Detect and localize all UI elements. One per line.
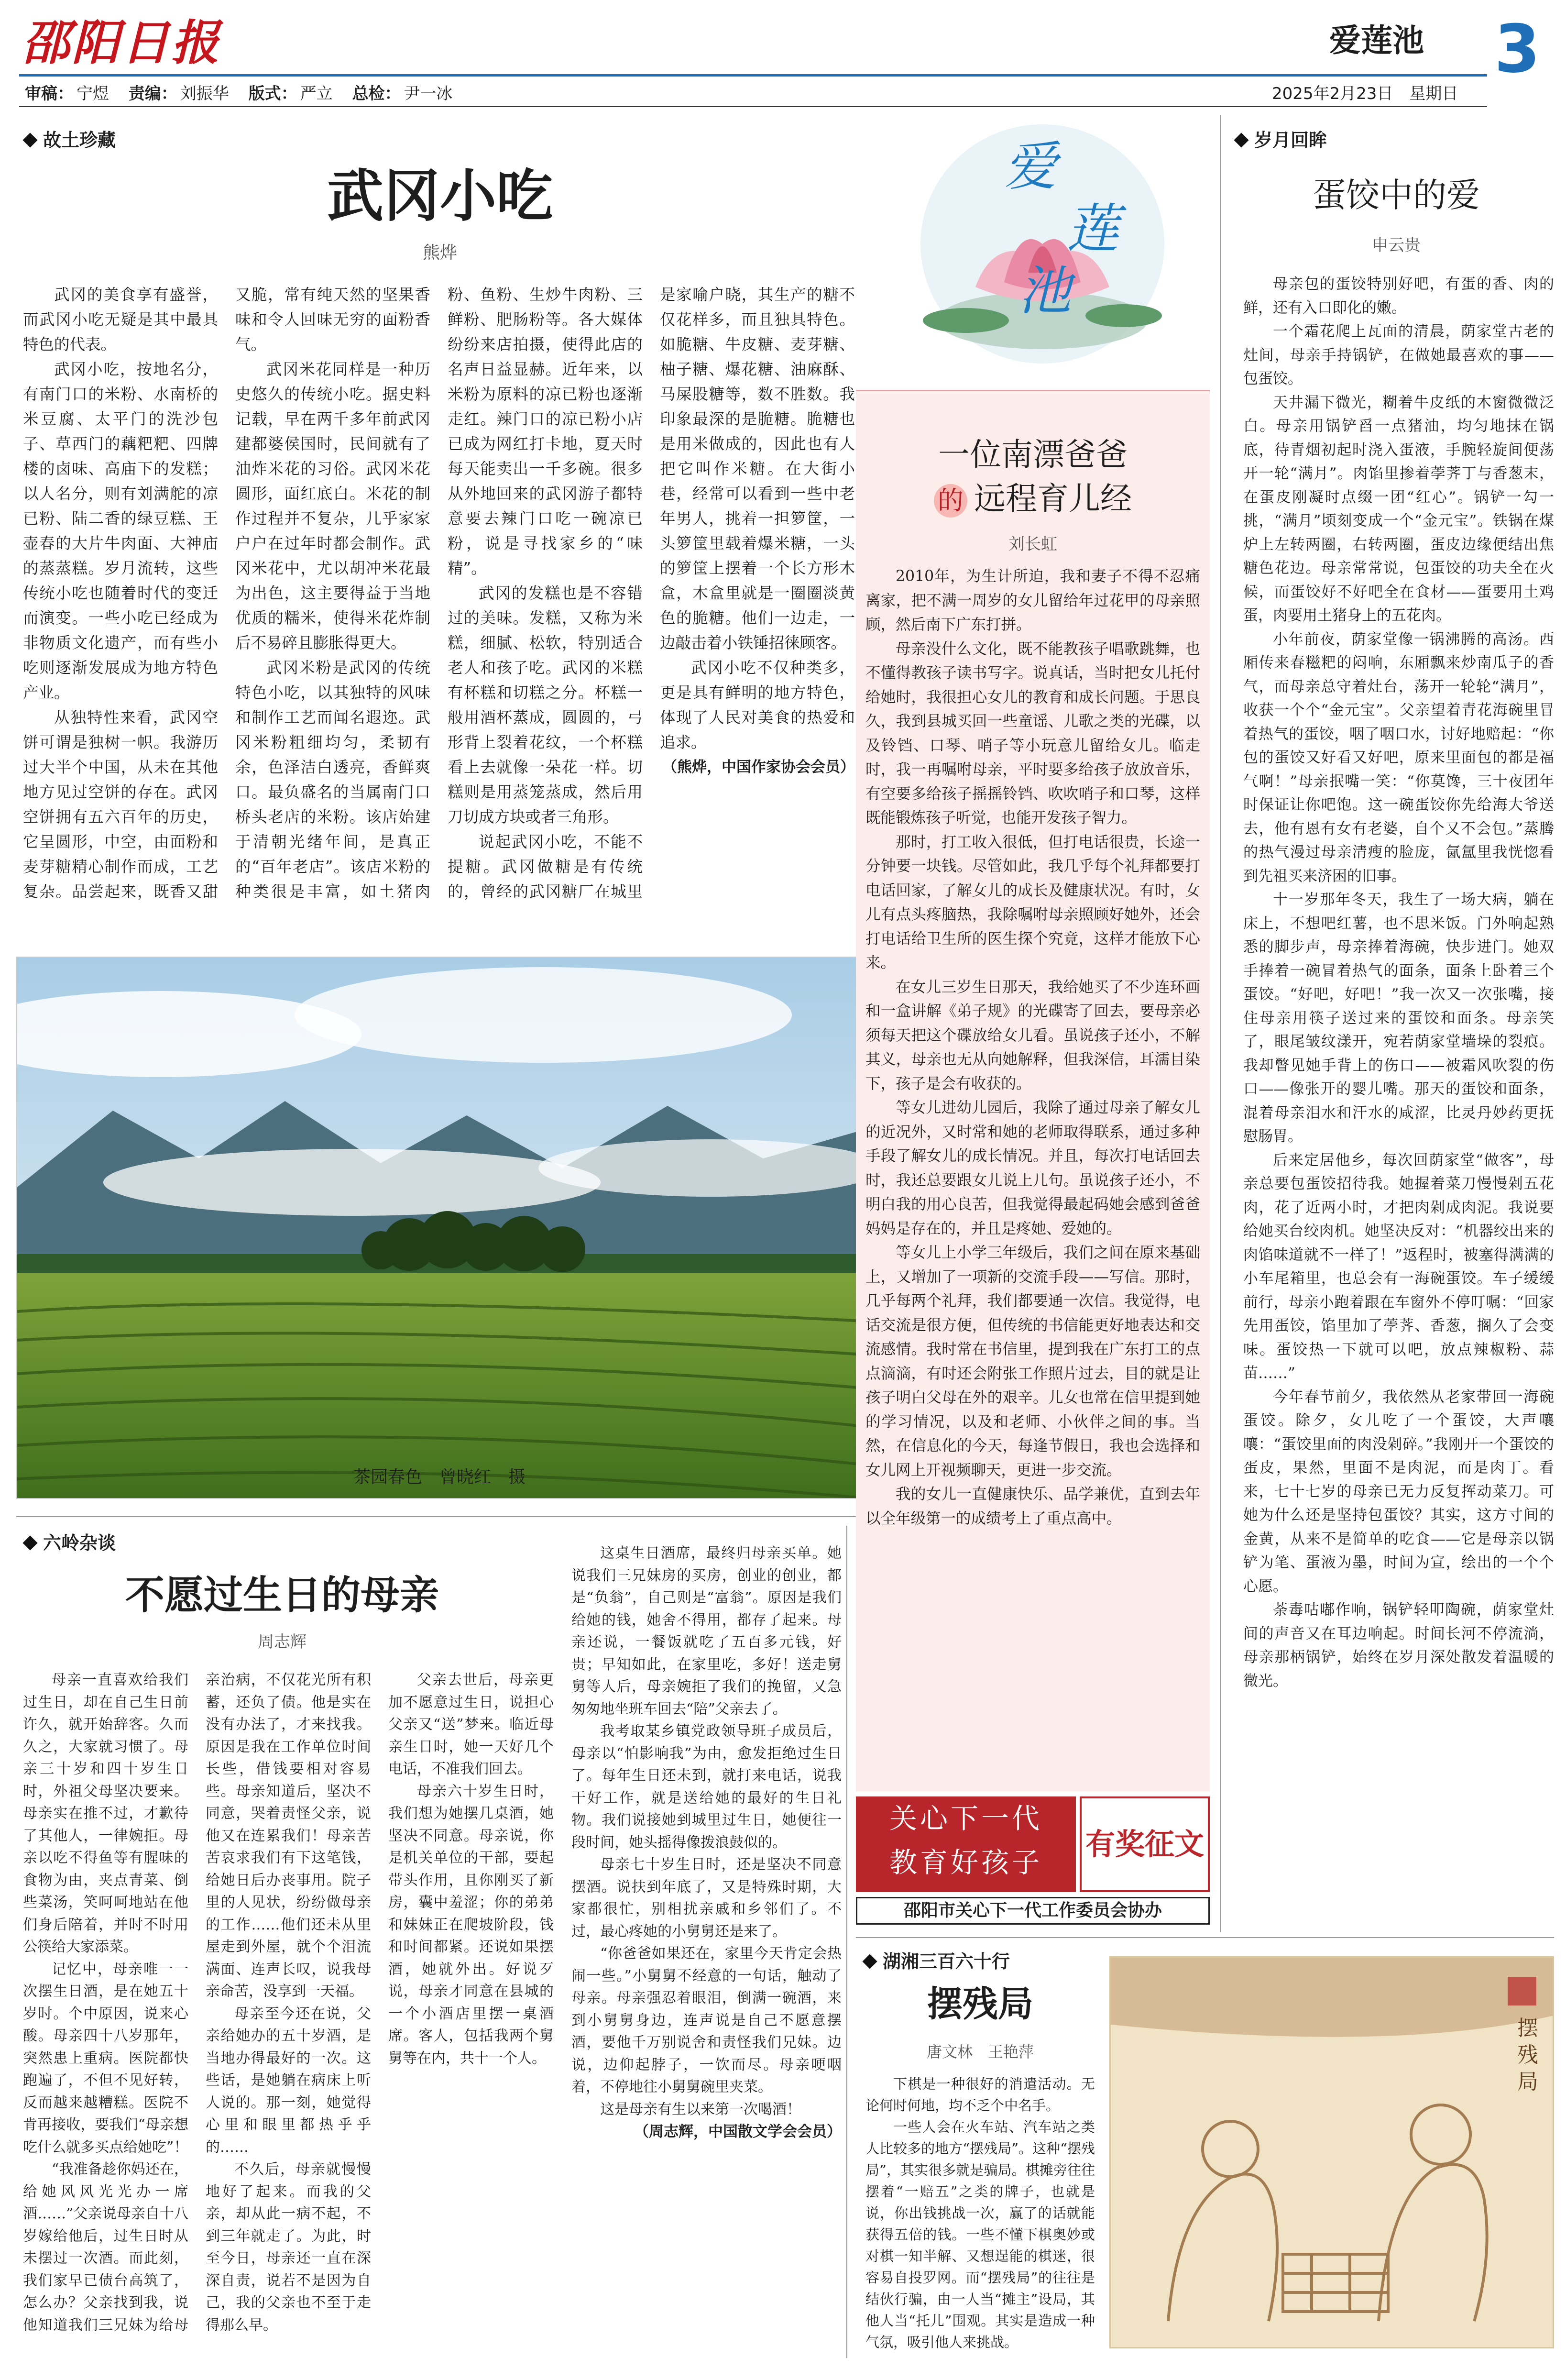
paragraph: 天井漏下微光，糊着牛皮纸的木窗微微泛白。母亲用锅铲舀一点猪油，均匀地抹在锅底，待青烟初起时浇入蛋液，手腕轻旋间便荡开一轮“满月”。肉馅里掺着荸荠丁与香葱末，在蛋皮刚凝时点缀一团“红心”。锅铲一勾一挑，“满月”顷刻变成一个“金元宝”。铁锅在煤炉上左转两圈，右转两圈，蛋皮边缘便结出焦糖色花边。母亲常常说，包蛋饺的功夫全在火候，而蛋饺好不好吧全在食材——蛋要用土鸡蛋，肉要用土猪身上的五花肉。 <box>1243 394 1554 624</box>
pyrography-painting <box>1109 1956 1554 2348</box>
paragraph: 武冈米粉是武冈的传统特色小吃，以其独特的风味和制作工艺而闻名遐迩。武冈米粉粗细均匀，柔韧有余，色泽洁白透亮，香鲜爽口。最负盛名的当属南门口桥头老店的米粉。该店始建于清朝光绪年间，是真正的“百年老店”。该店米粉的种类很是丰富，如土猪肉粉、鱼粉、生炒牛肉粉、三鲜粉、肥肠粉等。各大媒体纷纷来店拍摄，使得此店的名声日益显赫。近年来，以米粉为原料的凉已粉也逐渐走红。辣门口的凉已粉小店已成为网红打卡地，夏天时每天能卖出一千多碗。很多从外地回来的武冈游子都特意要去辣门口吃一碗凉已粉，说是寻找家乡的“味精”。 <box>235 286 643 901</box>
credit-role: 审稿： <box>25 84 74 103</box>
paragraph: 我的女儿一直健康快乐、品学兼优，直到去年以全年级第一的成绩考上了重点高中。 <box>865 1486 1200 1527</box>
article-author: 周志辉 <box>258 1632 307 1652</box>
article-body <box>23 1669 554 2353</box>
credit-role: 版式： <box>248 84 297 103</box>
lotus-title-char: 爱 <box>1004 136 1057 197</box>
lotus-title-char: 莲 <box>1066 198 1119 259</box>
paragraph: 母亲包的蛋饺特别好吧，有蛋的香、肉的鲜，还有入口即化的嫩。 <box>1243 275 1554 317</box>
paragraph: 母亲六十岁生日时，我们想为她摆几桌酒，她坚决不同意。母亲说，你是机关单位的干部，要起带头作用，且你刚买了新房，囊中羞涩；你的弟弟和妹妹正在爬坡阶段，钱和时间都紧。还说如果摆酒，她就外出。好说歹说，母亲才同意在县城的一个小酒店里摆一桌酒席。客人，包括我两个舅舅等在内，共十一个人。 <box>388 1783 554 2067</box>
column-tag: 六岭杂谈 <box>25 1528 116 1554</box>
paragraph: 那时，打工收入很低，但打电话很贵，长途一分钟要一块钱。尽管如此，我几乎每个礼拜都要打电话回家，了解女儿的成长及健康状况。有时，女儿有点头疼脑热，我除嘱咐母亲照顾好她外，还会打电话给卫生所的医生探个究竟，这样才能放下心来。 <box>865 833 1200 971</box>
article-title: 一位南漂爸爸 的 远程育儿经 <box>856 433 1210 521</box>
article-body-continued <box>571 1543 842 2356</box>
paragraph: 小年前夜，荫家堂像一锅沸腾的高汤。西厢传来春糍粑的闷响，东厢飘来炒南瓜子的香气，而母亲总守着灶台，荡开一轮轮“满月”，收获一个个“金元宝”。父亲望着青花海碗里冒着热气的蛋饺，咽了咽口水，讨好地赔起：“你包的蛋饺又好看又好吧，原来里面包的都是福气啊！”母亲抿嘴一笑：“你莫馋，三十夜团年时保证让你吧饱。这一碗蛋饺你先给海大爷送去，他有恩有女有老婆，自个又不会包。”蒸腾的热气漫过母亲清瘦的脸庞，氤氲里我恍惚看到先祖买来济困的旧事。 <box>1243 630 1554 885</box>
article-title: 武冈小吃 <box>327 163 553 229</box>
lotus-title-char: 池 <box>1018 260 1071 321</box>
column-tag: 故土珍藏 <box>25 125 116 152</box>
paragraph: 武冈米花同样是一种历史悠久的传统小吃。据史料记载，早在两千多年前武冈建都婆侯国时，民间就有了油炸米花的习俗。武冈米花圆形，面红底白。米花的制作过程并不复杂，几乎家家户户在过年时都会制作。武冈米花中，尤以胡冲米花最为出色，这主要得益于当地优质的糯米，使得米花炸制后不易碎且膨胀得更大。 <box>235 360 430 652</box>
landscape-image <box>17 958 864 1498</box>
paragraph: 母亲七十岁生日时，还是坚决不同意摆酒。说扶到年底了，又是特殊时期，大家都很忙，别相扰亲戚和乡邻们了。不过，最心疼她的小舅舅还是来了。 <box>571 1856 842 1940</box>
paragraph: 母亲没什么文化，既不能教孩子唱歌跳舞，也不懂得教孩子读书写字。说真话，当时把女儿托付给她时，我很担心女儿的教育和成长问题。于思良久，我到县城买回一些童谣、儿歌之类的光碟，以及铃铛、口琴、哨子等小玩意儿留给女儿。临走时，我一再嘱咐母亲，平时要多给孩子放放音乐，有空要多给孩子摇摇铃铛、吹吹哨子和口琴，这样既能锻炼孩子听觉，也能开发孩子智力。 <box>865 640 1200 826</box>
article-body <box>865 564 1200 1789</box>
column-tag: 岁月回眸 <box>1236 125 1327 152</box>
paragraph: 我考取某乡镇党政领导班子成员后，母亲以“怕影响我”为由，愈发拒绝过生日了。每年生日还未到，就打来电话，说我干好工作，就是送给她的最好的生日礼物。我们说接她到城里过生日，她便往一段时间，她头摇得像拨浪鼓似的。 <box>571 1723 842 1851</box>
article-body <box>865 2073 1095 2370</box>
column-tag: 湖湘三百六十行 <box>865 1947 1010 1973</box>
credit-name: 刘振华 <box>180 84 229 103</box>
paragraph: 武冈小吃，按地名分，有南门口的米粉、水南桥的米豆腐、太平门的洗沙包子、草西门的藕粑粑、四牌楼的卤味、高庙下的发糕；以人名分，则有刘满舵的凉已粉、陆二香的绿豆糕、王壶春的大片牛肉面、大神庙的蒸蒸糕。岁月流转，这些传统小吃也随着时代的变迁而演变。一些小吃已经成为非物质文化遗产，而有些小吃则逐渐发展成为地方特色产业。 <box>23 360 218 702</box>
paragraph: 荼毒咕嘟作响，锅铲轻叩陶碗，荫家堂灶间的声音又在耳边响起。时间长河不停流淌，母亲那柄锅铲，始终在岁月深处散发着温暖的微光。 <box>1243 1601 1554 1690</box>
paragraph: 武冈的美食享有盛誉，而武冈小吃无疑是其中最具特色的代表。 <box>23 286 218 353</box>
credit-name: 严立 <box>300 84 333 103</box>
paragraph: 不久后，母亲就慢慢地好了起来。而我的父亲，却从此一病不起，不到三年就走了。为此，时至今日，母亲还一直在深深自责，说若不是因为自己，我的父亲也不至于走得那么早。 <box>206 2161 371 2334</box>
painting-inscription: 摆残局 <box>1517 2016 1538 2094</box>
newspaper-logo: 邵阳日报 <box>22 15 221 71</box>
paragraph: 一个霜花爬上瓦面的清晨，荫家堂古老的灶间，母亲手持锅铲，在做她最喜欢的事——包蛋饺。 <box>1243 323 1554 387</box>
paragraph: 2010年，为生计所迫，我和妻子不得不忍痛离家，把不满一周岁的女儿留给年过花甲的母亲照顾，然后南下广东打拼。 <box>865 568 1200 633</box>
credit-role: 责编： <box>128 84 177 103</box>
paragraph: 十一岁那年冬天，我生了一场大病，躺在床上，不想吧红薯，也不思米饭。门外响起熟悉的脚步声，母亲捧着海碗，快步进门。她双手捧着一碗冒着热气的面条，面条上卧着三个蛋饺。“好吧，好吧！”我一次又一次张嘴，接住母亲用筷子送过来的蛋饺和面条。母亲笑了，眼尾皱纹漾开，宛若荫家堂墙垛的裂痕。我却瞥见她手背上的伤口——被霜风吹裂的伤口——像张开的婴儿嘴。那天的蛋饺和面条，混着母亲泪水和汗水的咸涩，比灵丹妙药更抚慰肠胃。 <box>1243 891 1554 1145</box>
article-body <box>1243 273 1554 1932</box>
paragraph: 父亲去世后，母亲更加不愿意过生日，说担心父亲又“送”梦来。临近母亲生日时，她一天好几个电话，不准我们回去。 <box>388 1672 554 1777</box>
credit-name: 宁煜 <box>77 84 109 103</box>
promo-organizer: 邵阳市关心下一代工作委员会协办 <box>856 1897 1210 1925</box>
paragraph: 母亲至今还在说，父亲给她办的五十岁酒，是当地办得最好的一次。这些话，是她躺在病床上听人说的。那一刻，她觉得心里和眼里都热乎乎的…… <box>206 2005 371 2156</box>
paragraph: 后来定居他乡，每次回荫家堂“做客”，母亲总要包蛋饺招待我。她握着菜刀慢慢剁五花肉，花了近两小时，才把肉剁成肉泥。我说要给她买台绞肉机。她坚决反对：“机器绞出来的肉馅味道就不一样了！”返程时，被塞得满满的小车尾箱里，也总会有一海碗蛋饺。车子缓缓前行，母亲小跑着跟在车窗外不停叮嘱：“回家先用蛋饺，馅里加了荸荠、香葱，搁久了会变味。蛋饺热一下就可以吧，放点辣椒粉、蒜苗……” <box>1243 1151 1554 1382</box>
article-title: 蛋饺中的爱 <box>1313 176 1480 215</box>
article-author: 申云贵 <box>1372 236 1421 255</box>
paragraph: 从独特性来看，武冈空饼可谓是独树一帜。我游历过大半个中国，从未在其他地方见过空饼的存在。武冈空饼拥有五六百年的历史，它呈圆形，中空，由面粉和麦芽糖精心制作而成，工艺复杂。品尝起来，既香又甜又脆，常有纯天然的坚果香味和令人回味无穷的面粉香气。 <box>23 286 430 901</box>
issue-date: 2025年2月23日 星期日 <box>1272 84 1458 103</box>
paragraph: 下棋是一种很好的消遣活动。无论何时何地，均不乏个中名手。 <box>865 2076 1095 2114</box>
masthead-rule <box>19 74 1487 77</box>
paragraph: 这桌生日酒席，最终归母亲买单。她说我们三兄妹房的买房，创业的创业，都是“负翁”，自己则是“富翁”。原因是我们给她的钱，她舍不得用，都存了起来。母亲还说，一餐饭就吃了五百多元钱，好贵；早知如此，在家里吃，多好！送走舅舅等人后，母亲婉拒了我们的挽留，又急匆匆地坐班车回去“陪”父亲去了。 <box>571 1545 842 1718</box>
tea-garden-photo <box>16 957 865 1499</box>
feature-border <box>856 390 1210 391</box>
paragraph: 记忆中，母亲唯一一次摆生日酒，是在她五十岁时。个中原因，说来心酸。母亲四十八岁那年，突然患上重病。医院都快跑遍了，不但不见好转，反而越来越糟糕。医院不肯再接收，要我们“母亲想吃什么就多买点给她吃”！ <box>23 1961 188 2156</box>
promo-badge: 有奖征文 <box>1080 1796 1210 1892</box>
article-author: 唐文林 王艳萍 <box>926 2043 1034 2061</box>
paragraph: 武冈的发糕也是不容错过的美味。发糕，又称为米糕，细腻、松软，特别适合老人和孩子吃。武冈的米糕有杯糕和切糕之分。杯糕一般用酒杯蒸成，圆圆的，弓形背上裂着花纹，一个杯糕看上去就像一朵花一样。切糕则是用蒸笼蒸成，然后用刀切成方块或者三角形。 <box>448 584 643 826</box>
paragraph: 今年春节前夕，我依然从老家带回一海碗蛋饺。除夕，女儿吃了一个蛋饺，大声嚷嚷：“蛋饺里面的肉没剁碎。”我刚开一个蛋饺的蛋皮，果然，里面不是肉泥，而是肉丁。看来，七十七岁的母亲已无力反复挥动菜刀。可她为什么还是坚持包蛋饺？其实，这方寸间的金黄，从来不是简单的吃食——它是母亲以锅铲为笔、蛋液为墨，时间为宣，绘出的一个个心愿。 <box>1243 1388 1554 1595</box>
divider <box>1220 115 1221 1932</box>
title-highlight: 的 <box>934 484 967 518</box>
paragraph: “我准备趁你妈还在，给她风风光光办一席酒……”父亲说母亲自十八岁嫁给他后，过生日时从未摆过一次酒。而此刻，我们家早已债台高筑了，怎么办？父亲找到我，说他知道我们三兄妹为给母亲治病，不仅花光所有积蓄，还负了债。他是实在没有办法了，才来找我。原因是我在工作单位时间长些，借钱要相对容易些。母亲知道后，坚决不同意，哭着责怪父亲，说他又在连累我们！母亲苦苦哀求我们有下这笔钱，给她日后办丧事用。院子里的人见状，纷纷做母亲的工作……他们还未从里屋走到外屋，就个个泪流满面、连声长叹，说我母亲命苦，没享到一天福。 <box>23 1672 371 2334</box>
promo-slogan: 关心下一代 教育好孩子 <box>856 1796 1076 1892</box>
diamond-icon <box>1234 132 1248 147</box>
photo-caption: 茶园春色 曾晓红 摄 <box>353 1467 526 1487</box>
section-name: 爱莲池 <box>1329 22 1424 59</box>
article-author: 熊烨 <box>422 243 457 263</box>
author-note: （周志辉，中国散文学会会员） <box>634 2123 842 2140</box>
paragraph: 说起武冈小吃，不能不提糖。武冈做糖是有传统的，曾经的武冈糖厂在城里是家喻户晓，其生产的糖不仅花样多，而且独具特色。如脆糖、牛皮糖、麦芽糖、柚子糖、爆花糖、油麻酥、马屎股糖等，数不胜数。我印象最深的是脆糖。脆糖也是用米做成的，因此也有人把它叫作米糖。在大街小巷，经常可以看到一些中老年男人，挑着一担箩筐，一头箩筐里载着爆米糖，一头的箩筐上摆着一个长方形木盒，木盒里就是一圈圈淡黄色的脆糖。他们一边走，一边敲击着小铁锤招徕顾客。 <box>448 286 855 901</box>
editor-credits <box>25 80 452 104</box>
divider <box>846 1526 847 2358</box>
diamond-icon <box>22 132 37 147</box>
page-number: 3 <box>1494 11 1541 88</box>
paragraph: 母亲一直喜欢给我们过生日，却在自己生日前许久，就开始辞客。久而久之，大家就习惯了。母亲三十岁和四十岁生日时，外祖父母坚决要来。母亲实在推不过，才歉待了其他人，一律婉拒。母亲以吃不得鱼等有腥味的食物为由，夹点青菜、倒些菜汤，笑呵呵地站在他们身后陪着，并时不时用公筷给大家添菜。 <box>23 1672 188 1955</box>
diamond-icon <box>22 1535 37 1550</box>
diamond-icon <box>862 1954 877 1969</box>
article-title: 摆残局 <box>927 1983 1033 2025</box>
divider <box>16 1516 863 1517</box>
article-author: 刘长虹 <box>1008 535 1057 554</box>
paragraph: “你爸爸如果还在，家里今天肯定会热闹一些。”小舅舅不经意的一句话，触动了母亲。母亲强忍着眼泪，倒满一碗酒，来到小舅舅身边，连声说是自己不愿意摆酒，要他千万别说舍和责怪我们兄妹。边说，边仰起脖子，一饮而尽。母亲哽咽着，不停地往小舅舅碗里夹菜。 <box>571 1945 842 2095</box>
divider <box>856 1937 1554 1938</box>
article-body <box>23 282 855 928</box>
credit-role: 总检： <box>352 84 401 103</box>
article-title: 不愿过生日的母亲 <box>125 1572 439 1618</box>
lotus-column-logo <box>909 115 1176 368</box>
paragraph: 一些人会在火车站、汽车站之类人比较多的地方“摆残局”。这种“摆残局”，其实很多就是骗局。棋摊旁往往摆着“一赔五”之类的牌子，也就是说，你出钱挑战一次，赢了的话就能获得五倍的钱。一些不懂下棋奥妙或对棋一知半解、又想逞能的棋迷，很容易自投罗网。而“摆残局”的往往是结伙行骗，由一人当“摊主”设局，其他人当“托儿”围观。其实是造成一种气氛，吸引他人来挑战。 <box>865 2119 1095 2350</box>
paragraph: 武冈小吃不仅种类多，更是具有鲜明的地方特色，体现了人民对美食的热爱和追求。 <box>660 659 855 751</box>
paragraph: 等女儿上小学三年级后，我们之间在原来基础上，又增加了一项新的交流手段——写信。那时，几乎每两个礼拜，我们都要通一次信。我觉得，电话交流是很方便，但传统的书信能更好地表达和交流感情。我时常在书信里，提到我在广东打工的点点滴滴，有时还会附张工作照片过去，目的就是让孩子明白父母在外的艰辛。儿女也常在信里提到她的学习情况，以及和老师、小伙伴之间的事。当然，在信息化的今天，每逢节假日，我也会选择和女儿网上开视频聊天，更进一步交流。 <box>865 1244 1200 1479</box>
paragraph: 在女儿三岁生日那天，我给她买了不少连环画和一盒讲解《弟子规》的光碟寄了回去，要母亲必须每天把这个碟放给女儿看。虽说孩子还小，不解其义，母亲也无从向她解释，但我深信，耳濡目染下，孩子是会有收获的。 <box>865 978 1200 1092</box>
masthead-rule-bottom <box>19 106 1487 107</box>
author-note: （熊烨，中国作家协会会员） <box>662 759 855 776</box>
paragraph: 等女儿进幼儿园后，我除了通过母亲了解女儿的近况外，又时常和她的老师取得联系，通过多种手段了解女儿的成长情况。并且，每次打电话回去时，我还总要跟女儿说上几句。虽说孩子还小，不明白我的用心良苦，但我觉得最起码她会感到爸爸妈妈是存在的，并且是疼她、爱她的。 <box>865 1099 1200 1237</box>
credit-name: 尹一冰 <box>404 84 453 103</box>
chess-players-artwork <box>1111 1958 1554 2348</box>
essay-contest-banner <box>856 1796 1210 1925</box>
paragraph: 这是母亲有生以来第一次喝酒！ <box>600 2101 801 2118</box>
